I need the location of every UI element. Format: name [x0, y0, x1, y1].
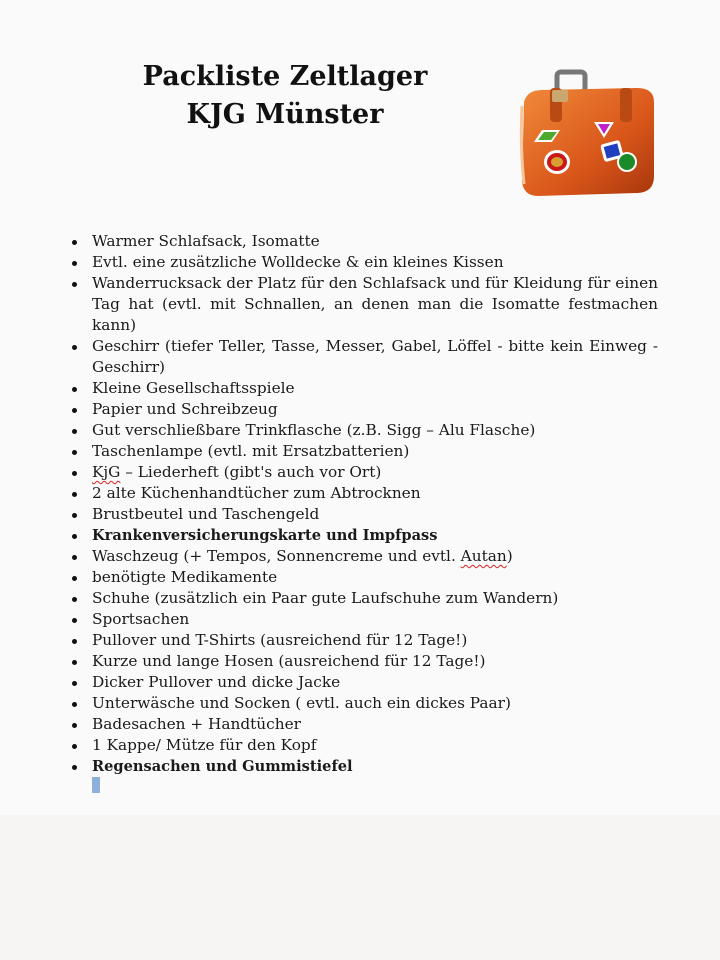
item-text: Regensachen und Gummistiefel	[92, 758, 353, 775]
item-text: 1 Kappe/ Mütze für den Kopf	[92, 736, 317, 754]
list-item	[92, 231, 658, 252]
packing-list	[92, 231, 658, 777]
item-text: Kleine Gesellschaftsspiele	[92, 379, 295, 397]
misspelled-word: KjG	[92, 463, 121, 481]
item-text: Geschirr (tiefer Teller, Tasse, Messer, Gabel, Löffel - bitte kein Einweg - Geschirr)	[92, 337, 658, 376]
item-text: Schuhe (zusätzlich ein Paar gute Laufschuhe zum Wandern)	[92, 589, 559, 607]
list-item	[92, 483, 658, 504]
list-item	[92, 630, 658, 651]
item-text: )	[506, 547, 513, 565]
misspelled-word: Autan	[460, 547, 507, 565]
list-item	[92, 714, 658, 735]
list-item	[92, 525, 658, 546]
title-line-2: KJG Münster	[186, 99, 384, 130]
list-item	[92, 735, 658, 756]
item-text: Badesachen + Handtücher	[92, 715, 301, 733]
list-item	[92, 399, 658, 420]
list-item	[92, 651, 658, 672]
list-item	[92, 693, 658, 714]
list-item	[92, 609, 658, 630]
list-item	[92, 756, 658, 777]
suitcase-icon	[512, 66, 662, 201]
item-text: Pullover und T-Shirts (ausreichend für 12 Tage!)	[92, 631, 468, 649]
item-text: Dicker Pullover und dicke Jacke	[92, 673, 341, 691]
list-item	[92, 546, 658, 567]
item-text: benötigte Medikamente	[92, 568, 278, 586]
item-text: Unterwäsche und Socken ( evtl. auch ein dickes Paar)	[92, 694, 511, 712]
document-title	[100, 58, 470, 134]
list-item	[92, 504, 658, 525]
list-item	[92, 252, 658, 273]
list-item	[92, 567, 658, 588]
list-item	[92, 672, 658, 693]
list-item	[92, 441, 658, 462]
item-text: Gut verschließbare Trinkflasche (z.B. Sigg – Alu Flasche)	[92, 421, 536, 439]
item-text: Evtl. eine zusätzliche Wolldecke & ein kleines Kissen	[92, 253, 504, 271]
item-text: Papier und Schreibzeug	[92, 400, 278, 418]
item-text: Sportsachen	[92, 610, 190, 628]
item-text: Taschenlampe (evtl. mit Ersatzbatterien)	[92, 442, 410, 460]
item-text: Wanderrucksack der Platz für den Schlafsack und für Kleidung für einen Tag hat (evtl. mit Schnallen, an denen man die Isomatte festmachen kann)	[92, 274, 658, 334]
item-text: Kurze und lange Hosen (ausreichend für 12 Tage!)	[92, 652, 486, 670]
list-item	[92, 420, 658, 441]
text-cursor	[92, 777, 100, 793]
list-item	[92, 462, 658, 483]
item-text: 2 alte Küchenhandtücher zum Abtrocknen	[92, 484, 421, 502]
list-item	[92, 273, 658, 336]
item-text: Warmer Schlafsack, Isomatte	[92, 232, 320, 250]
list-item	[92, 336, 658, 378]
list-item	[92, 378, 658, 399]
item-text: Waschzeug (+ Tempos, Sonnencreme und evtl.	[92, 547, 461, 565]
item-text: – Liederheft (gibt's auch vor Ort)	[120, 463, 382, 481]
list-item	[92, 588, 658, 609]
item-text: Krankenversicherungskarte und Impfpass	[92, 527, 438, 544]
item-text: Brustbeutel und Taschengeld	[92, 505, 320, 523]
title-line-1: Packliste Zeltlager	[142, 61, 428, 92]
